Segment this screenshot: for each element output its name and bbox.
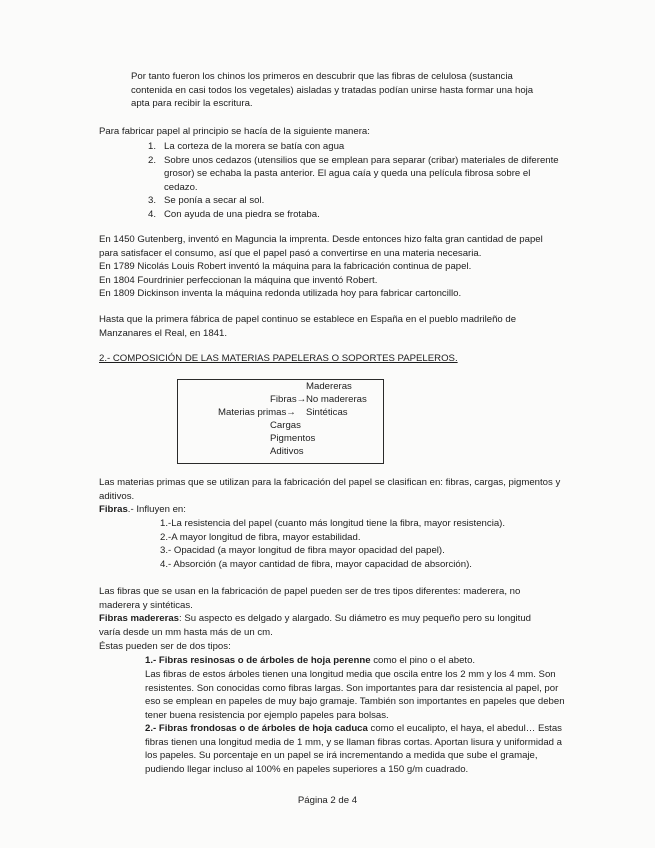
diagram-fibras: Fibras→ — [270, 394, 307, 405]
steps-list — [148, 140, 566, 222]
diagram-fiber-type: No madereras — [306, 394, 367, 405]
materias-diagram — [177, 379, 384, 464]
list-item: 4.- Absorción (a mayor cantidad de fibra, mayor capacidad de absorción). — [160, 558, 472, 570]
diagram-fiber-type: Sintéticas — [306, 407, 348, 418]
list-item: 3. Se ponía a secar al sol. — [148, 195, 265, 207]
list-item: 3.- Opacidad (a mayor longitud de fibra mayor opacidad del papel). — [160, 545, 445, 557]
type1-description: Las fibras de estos árboles tienen una longitud media que oscila entre los 2 mm y los 4 mm. Son resistentes. Son conocidas como fibras largas. Son importantes para dar resistencia al papel, por eso se emplean en papeles de muy bajo gramaje. También son importantes en papeles que deben tener buena resistencia por ejemplo papeles para bolsas. — [145, 669, 565, 721]
list-item: 2. Sobre unos cedazos (utensilios que se emplean para separar (cribar) materiales de diferente grosor) se echaba la pasta anterior. El agua caía y queda una película fibrosa sobre el cedazo. — [148, 154, 559, 193]
classification-paragraph: Las materias primas que se utilizan para la fabricación del papel se clasifican en: fibras, cargas, pigmentos y aditivos. — [99, 477, 561, 502]
list-item: 4. Con ayuda de una piedra se frotaba. — [148, 208, 320, 220]
fabricar-intro: Para fabricar papel al principio se hacía de la siguiente manera: — [99, 126, 370, 137]
section-heading: 2.- COMPOSICIÓN DE LAS MATERIAS PAPELERAS O SOPORTES PAPELEROS. — [99, 353, 458, 364]
diagram-other: Pigmentos — [270, 433, 316, 444]
history-line: En 1809 Dickinson inventa la máquina redonda utilizada hoy para fabricar cartoncillo. — [99, 288, 462, 300]
list-item: 1.-La resistencia del papel (cuanto más longitud tiene la fibra, mayor resistencia). — [160, 518, 506, 529]
fiber-types-paragraph: Las fibras que se usan en la fabricación de papel pueden ser de tres tipos diferentes: maderera, no maderera y sintéticas. — [99, 586, 521, 611]
history-block — [99, 233, 561, 301]
type1-heading: 1.- Fibras resinosas o de árboles de hoja perenne como el pino o el abeto. — [145, 655, 476, 666]
diagram-other: Cargas — [270, 420, 301, 431]
list-item: 1. La corteza de la morera se batía con agua — [148, 141, 345, 152]
type2-paragraph: 2.- Fibras frondosas o de árboles de hoja caduca como el eucalipto, el haya, el abedul… Estas fibras tienen una longitud media de 1 mm, y se llaman fibras cortas. Aportan lisura y uniformidad a los papeles. Su porcentaje en un papel se irá incrementando a medida que sube el gramaje, pudiendo llegar incluso al 100% en papeles superiores a 150 g/m cuadrado. — [145, 723, 563, 775]
diagram-other: Aditivos — [270, 446, 304, 457]
list-item: 2.-A mayor longitud de fibra, mayor estabilidad. — [160, 531, 361, 543]
diagram-root: Materias primas→ — [218, 407, 296, 418]
spain-paragraph: Hasta que la primera fábrica de papel continuo se establece en España en el pueblo madrileño de Manzanares el Real, en 1841. — [99, 314, 517, 339]
history-line: En 1450 Gutenberg, inventó en Maguncia la imprenta. Desde entonces hizo falta gran cantidad de papel para satisfacer el consumo, así que el papel pasó a convertirse en una materia necesaria. — [99, 234, 543, 259]
page-number: Página 2 de 4 — [297, 795, 358, 806]
history-line: En 1804 Fourdrinier perfeccionan la máquina que inventó Robert. — [99, 274, 378, 286]
diagram-fiber-type: Madereras — [306, 381, 352, 392]
influences-list — [160, 517, 560, 571]
history-line: En 1789 Nicolás Louis Robert inventó la máquina para la fabricación continua de papel. — [99, 261, 472, 273]
intro-paragraph: Por tanto fueron los chinos los primeros en descubrir que las fibras de celulosa (sustancia contenida en casi todos los vegetales) aisladas y tratadas podían unirse hasta formar una hoja apta para recibir la escritura. — [131, 71, 534, 110]
fibras-heading: Fibras.- Influyen en: — [99, 504, 186, 515]
madereras-paragraph: Fibras madereras: Su aspecto es delgado y alargado. Su diámetro es muy pequeño pero su longitud varía desde un mm hasta más de un cm. — [99, 613, 532, 638]
dos-tipos: Éstas pueden ser de dos tipos: — [99, 641, 231, 652]
